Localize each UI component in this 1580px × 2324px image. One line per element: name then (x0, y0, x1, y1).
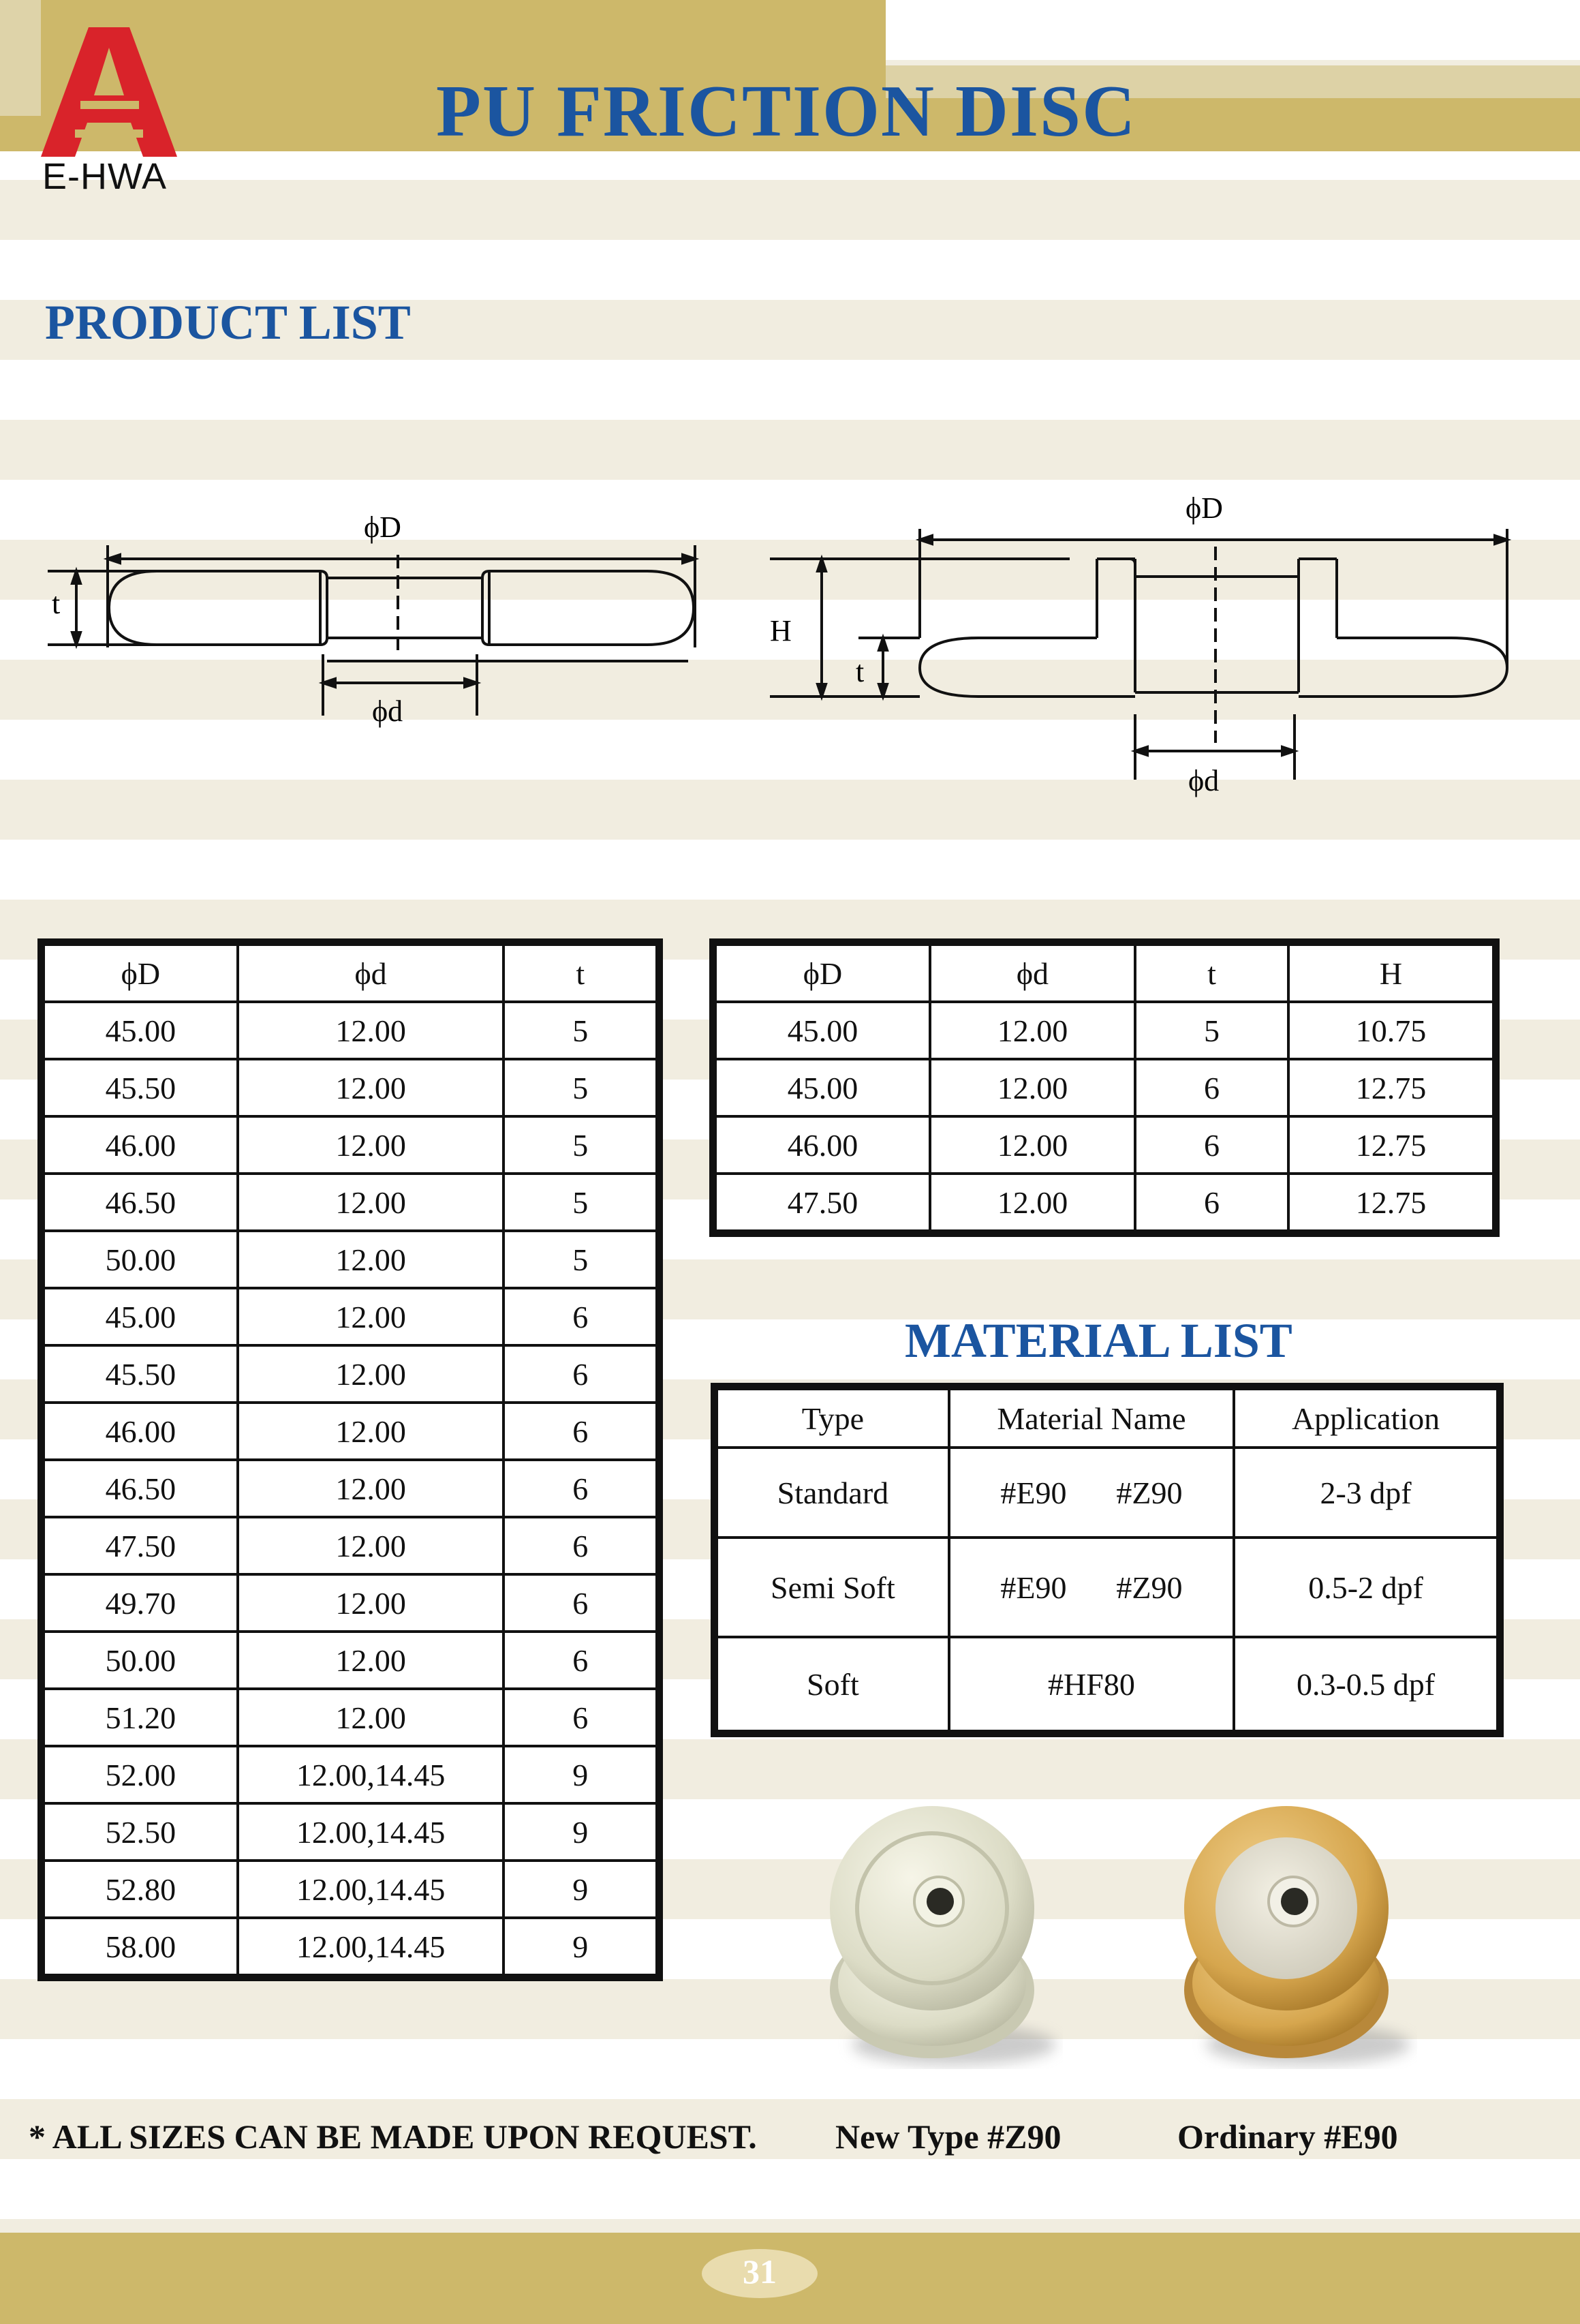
material-name: #E90 #Z90 (949, 1448, 1234, 1538)
table-cell: 12.00 (238, 1689, 504, 1746)
table-cell: 46.50 (44, 1460, 238, 1517)
table-cell: 6 (504, 1403, 657, 1460)
column-header: ϕD (715, 945, 930, 1002)
column-header: H (1288, 945, 1493, 1002)
column-header: Type (717, 1389, 949, 1448)
table-row (44, 1918, 657, 1975)
table-cell: 45.00 (44, 1002, 238, 1059)
table-cell: 10.75 (1288, 1002, 1493, 1059)
table-row (44, 1861, 657, 1918)
diagram2-h-label: H (770, 614, 792, 647)
table-row (715, 1002, 1493, 1059)
material-type: Standard (717, 1448, 949, 1538)
header-accent (0, 0, 41, 116)
table-cell: 52.80 (44, 1861, 238, 1918)
table-cell: 6 (504, 1345, 657, 1403)
table-row (44, 1517, 657, 1574)
hub-disc-size-table (714, 943, 1495, 1232)
material-type: Soft (717, 1637, 949, 1731)
table-cell: 49.70 (44, 1574, 238, 1632)
diagram1-inner-label: ϕd (372, 694, 403, 728)
material-application: 2-3 dpf (1234, 1448, 1498, 1538)
diagram2-outer-label: ϕD (1186, 491, 1223, 525)
diagram1-outer-label: ϕD (364, 510, 401, 544)
table-cell: 52.00 (44, 1746, 238, 1803)
table-header-row (717, 1389, 1498, 1448)
table-cell: 51.20 (44, 1689, 238, 1746)
table-row (715, 1116, 1493, 1174)
table-cell: 12.00 (238, 1403, 504, 1460)
e90-disc-photo (1172, 1799, 1417, 2089)
flat-disc-diagram (27, 491, 709, 739)
table-row (44, 1116, 657, 1174)
table-cell: 45.50 (44, 1345, 238, 1403)
table-row (44, 1288, 657, 1345)
table-cell: 47.50 (715, 1174, 930, 1231)
table-cell: 5 (504, 1059, 657, 1116)
material-table (715, 1388, 1499, 1732)
material-application: 0.5-2 dpf (1234, 1538, 1498, 1637)
table-cell: 12.00,14.45 (238, 1746, 504, 1803)
table-cell: 12.00 (238, 1174, 504, 1231)
table-cell: 12.00 (930, 1116, 1135, 1174)
column-header: t (504, 945, 657, 1002)
table-cell: 46.00 (44, 1116, 238, 1174)
table-row (717, 1448, 1498, 1538)
table-cell: 12.00 (238, 1517, 504, 1574)
page-title: PU FRICTION DISC (436, 71, 1137, 152)
table-cell: 46.50 (44, 1174, 238, 1231)
table-cell: 45.00 (715, 1002, 930, 1059)
column-header: Application (1234, 1389, 1498, 1448)
material-application: 0.3-0.5 dpf (1234, 1637, 1498, 1731)
table-row (44, 1746, 657, 1803)
table-row (717, 1637, 1498, 1731)
photo-caption-z90: New Type #Z90 (835, 2117, 1062, 2156)
table-cell: 6 (504, 1689, 657, 1746)
table-cell: 12.00 (930, 1059, 1135, 1116)
table-cell: 50.00 (44, 1231, 238, 1288)
table-cell: 6 (504, 1288, 657, 1345)
table-row (44, 1231, 657, 1288)
table-row (44, 1002, 657, 1059)
table-row (715, 1174, 1493, 1231)
material-name: #E90 #Z90 (949, 1538, 1234, 1637)
table-cell: 46.00 (715, 1116, 930, 1174)
table-row (715, 1059, 1493, 1116)
product-list-heading: PRODUCT LIST (45, 295, 411, 350)
sizes-request-note: * ALL SIZES CAN BE MADE UPON REQUEST. (29, 2117, 757, 2156)
brand-name: E-HWA (42, 156, 167, 197)
table-cell: 12.75 (1288, 1116, 1493, 1174)
table-cell: 12.00 (238, 1231, 504, 1288)
table-cell: 12.00 (238, 1288, 504, 1345)
table-cell: 45.00 (44, 1288, 238, 1345)
table-cell: 45.50 (44, 1059, 238, 1116)
table-cell: 5 (504, 1174, 657, 1231)
photo-caption-e90: Ordinary #E90 (1177, 2117, 1398, 2156)
table-cell: 6 (1135, 1116, 1288, 1174)
table-cell: 47.50 (44, 1517, 238, 1574)
table-row (44, 1689, 657, 1746)
table-cell: 12.00 (238, 1059, 504, 1116)
table-row (44, 1574, 657, 1632)
material-type: Semi Soft (717, 1538, 949, 1637)
table-cell: 12.00 (930, 1174, 1135, 1231)
table-row (44, 1460, 657, 1517)
table-cell: 6 (504, 1517, 657, 1574)
table-cell: 9 (504, 1918, 657, 1975)
column-header: Material Name (949, 1389, 1234, 1448)
table-cell: 9 (504, 1861, 657, 1918)
table-cell: 12.75 (1288, 1174, 1493, 1231)
table-cell: 9 (504, 1746, 657, 1803)
table-cell: 50.00 (44, 1632, 238, 1689)
table-row (44, 1403, 657, 1460)
table-cell: 12.00 (238, 1574, 504, 1632)
diagram2-t-label: t (856, 655, 865, 688)
table-row (44, 1803, 657, 1861)
table-cell: 6 (504, 1574, 657, 1632)
table-cell: 12.00,14.45 (238, 1918, 504, 1975)
table-cell: 12.00,14.45 (238, 1861, 504, 1918)
z90-disc-photo (818, 1799, 1063, 2089)
page-number: 31 (743, 2252, 777, 2291)
material-list-heading: MATERIAL LIST (905, 1313, 1292, 1368)
table-cell: 5 (504, 1002, 657, 1059)
table-cell: 12.00 (238, 1002, 504, 1059)
flat-disc-size-table (42, 943, 658, 1976)
table-cell: 12.00 (238, 1116, 504, 1174)
table-header-row (715, 945, 1493, 1002)
diagram1-t-label: t (52, 587, 61, 620)
table-cell: 12.00 (238, 1460, 504, 1517)
column-header: ϕD (44, 945, 238, 1002)
table-cell: 6 (504, 1460, 657, 1517)
material-name: #HF80 (949, 1637, 1234, 1731)
table-row (717, 1538, 1498, 1637)
table-cell: 46.00 (44, 1403, 238, 1460)
table-row (44, 1632, 657, 1689)
table-cell: 12.75 (1288, 1059, 1493, 1116)
table-cell: 5 (504, 1116, 657, 1174)
table-cell: 52.50 (44, 1803, 238, 1861)
column-header: ϕd (238, 945, 504, 1002)
table-cell: 58.00 (44, 1918, 238, 1975)
table-row (44, 1059, 657, 1116)
table-cell: 5 (1135, 1002, 1288, 1059)
column-header: ϕd (930, 945, 1135, 1002)
hub-disc-diagram (756, 491, 1540, 821)
table-row (44, 1345, 657, 1403)
table-cell: 9 (504, 1803, 657, 1861)
table-header-row (44, 945, 657, 1002)
diagram2-inner-label: ϕd (1188, 764, 1220, 797)
table-cell: 12.00 (238, 1345, 504, 1403)
table-cell: 6 (1135, 1059, 1288, 1116)
table-row (44, 1174, 657, 1231)
table-cell: 12.00,14.45 (238, 1803, 504, 1861)
column-header: t (1135, 945, 1288, 1002)
table-cell: 12.00 (238, 1632, 504, 1689)
table-cell: 6 (504, 1632, 657, 1689)
table-cell: 6 (1135, 1174, 1288, 1231)
table-cell: 45.00 (715, 1059, 930, 1116)
table-cell: 5 (504, 1231, 657, 1288)
table-cell: 12.00 (930, 1002, 1135, 1059)
